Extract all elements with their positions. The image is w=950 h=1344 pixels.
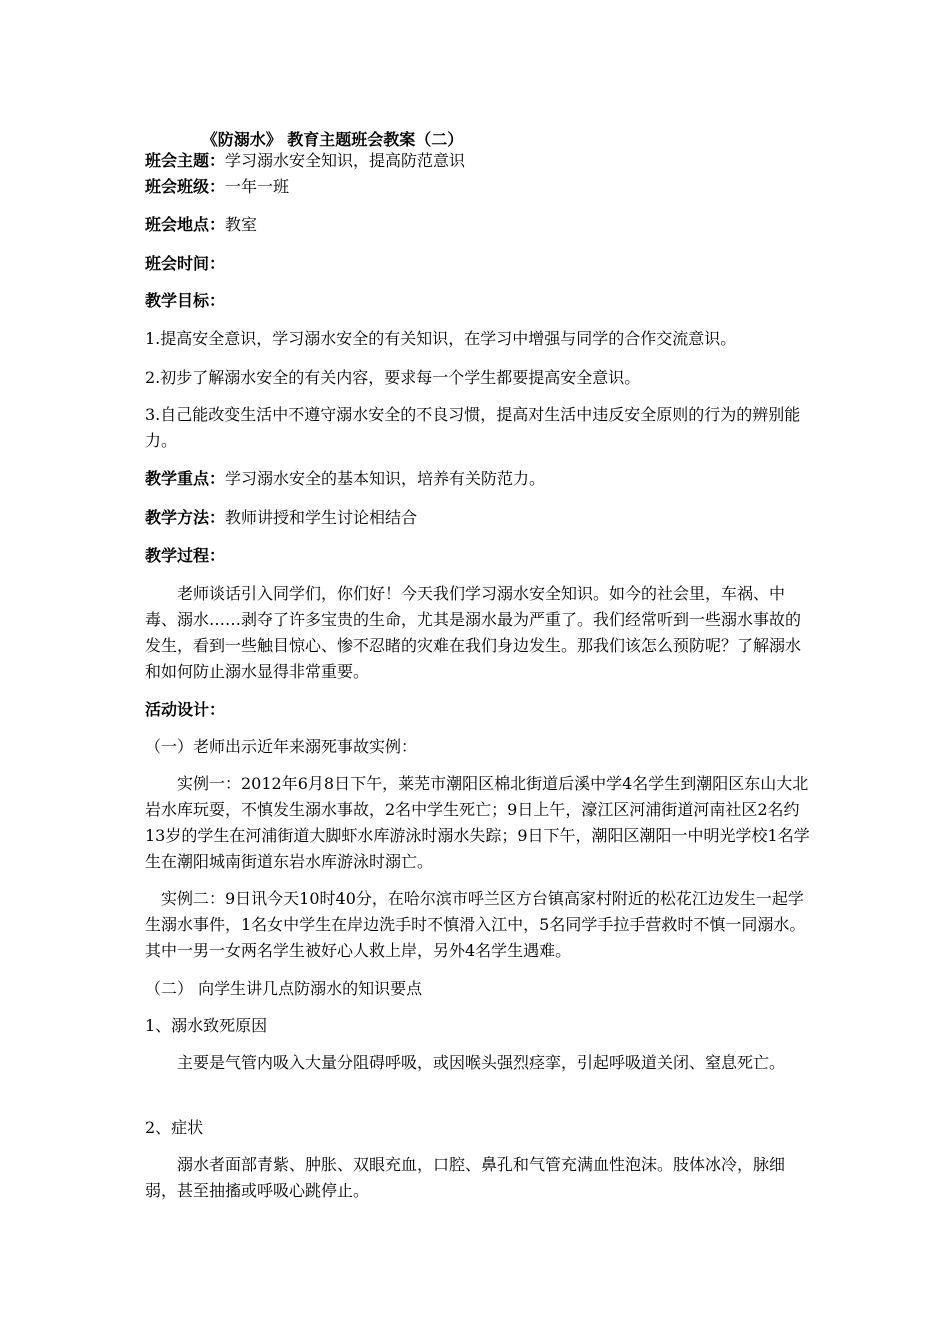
part1-title: （一）老师出示近年来溺死事故实例： xyxy=(145,737,418,756)
focus-value: 学习溺水安全的基本知识，培养有关防范力。 xyxy=(225,469,546,488)
point2-title: 2、症状 xyxy=(145,1118,204,1137)
time-label: 班会时间： xyxy=(145,254,226,273)
point1-text: 主要是气管内吸入大量分阻碍呼吸，或因喉头强烈痉挛，引起呼吸道关闭、窒息死亡。 xyxy=(177,1053,786,1072)
method-label: 教学方法： xyxy=(145,508,226,527)
focus-row xyxy=(145,466,545,492)
class-value: 一年一班 xyxy=(225,177,290,196)
goal-item: 2.初步了解溺水安全的有关内容，要求每一个学生都要提高安全意识。 xyxy=(145,368,641,387)
page-title: 《防溺水》 教育主题班会教案（二） xyxy=(201,130,464,149)
point1-title: 1、溺水致死原因 xyxy=(145,1016,268,1035)
place-label: 班会地点： xyxy=(145,215,226,234)
method-row xyxy=(145,505,417,531)
theme-label: 班会主题： xyxy=(145,151,226,170)
activity-heading: 活动设计： xyxy=(145,700,226,719)
theme-row xyxy=(145,148,465,174)
time-row xyxy=(145,251,225,277)
place-row xyxy=(145,212,257,238)
method-value: 教师讲授和学生讨论相结合 xyxy=(225,508,418,527)
place-value: 教室 xyxy=(225,215,258,234)
goal-item: 3.自己能改变生活中不遵守溺水安全的不良习惯，提高对生活中违反安全原则的行为的辨别能力。 xyxy=(145,405,801,450)
part2-title: （二） 向学生讲几点防溺水的知识要点 xyxy=(145,979,423,998)
goals-heading: 教学目标： xyxy=(145,291,226,310)
class-label: 班会班级： xyxy=(145,177,226,196)
process-intro: 老师谈话引入同学们，你们好！今天我们学习溺水安全知识。如今的社会里，车祸、中毒、溺水……剥夺了许多宝贵的生命，尤其是溺水最为严重了。我们经常听到一些溺水事故的发生，看到一些触目惊心、惨不忍睹的灾难在我们身边发生。那我们该怎么预防呢？了解溺水和如何防止溺水显得非常重要。 xyxy=(145,584,802,681)
example-1: 实例一：2012年6月8日下午，莱芜市潮阳区棉北街道后溪中学4名学生到潮阳区东山大北岩水库玩耍，不慎发生溺水事故，2名中学生死亡；9日上午，濠江区河浦街道河南社区2名约13岁的学生在河浦街道大脚虾水库游泳时溺水失踪；9日下午，潮阳区潮阳一中明光学校1名学生在潮阳城南街道东岩水库游泳时溺亡。 xyxy=(145,774,810,871)
class-row xyxy=(145,174,289,200)
process-heading: 教学过程： xyxy=(145,546,226,565)
theme-value: 学习溺水安全知识，提高防范意识 xyxy=(225,151,466,170)
point2-text: 溺水者面部青紫、肿胀、双眼充血，口腔、鼻孔和气管充满血性泡沫。肢体冰冷，脉细弱，甚至抽搐或呼吸心跳停止。 xyxy=(145,1155,786,1200)
focus-label: 教学重点： xyxy=(145,469,226,488)
goal-item: 1.提高安全意识，学习溺水安全的有关知识，在学习中增强与同学的合作交流意识。 xyxy=(145,329,737,348)
example-2: 实例二：9日讯今天10时40分，在哈尔滨市呼兰区方台镇高家村附近的松花江边发生一起学生溺水事件，1名女中学生在岸边洗手时不慎滑入江中，5名同学手拉手营救时不慎一同溺水。其中一男一女两名学生被好心人救上岸，另外4名学生遇难。 xyxy=(145,889,806,960)
